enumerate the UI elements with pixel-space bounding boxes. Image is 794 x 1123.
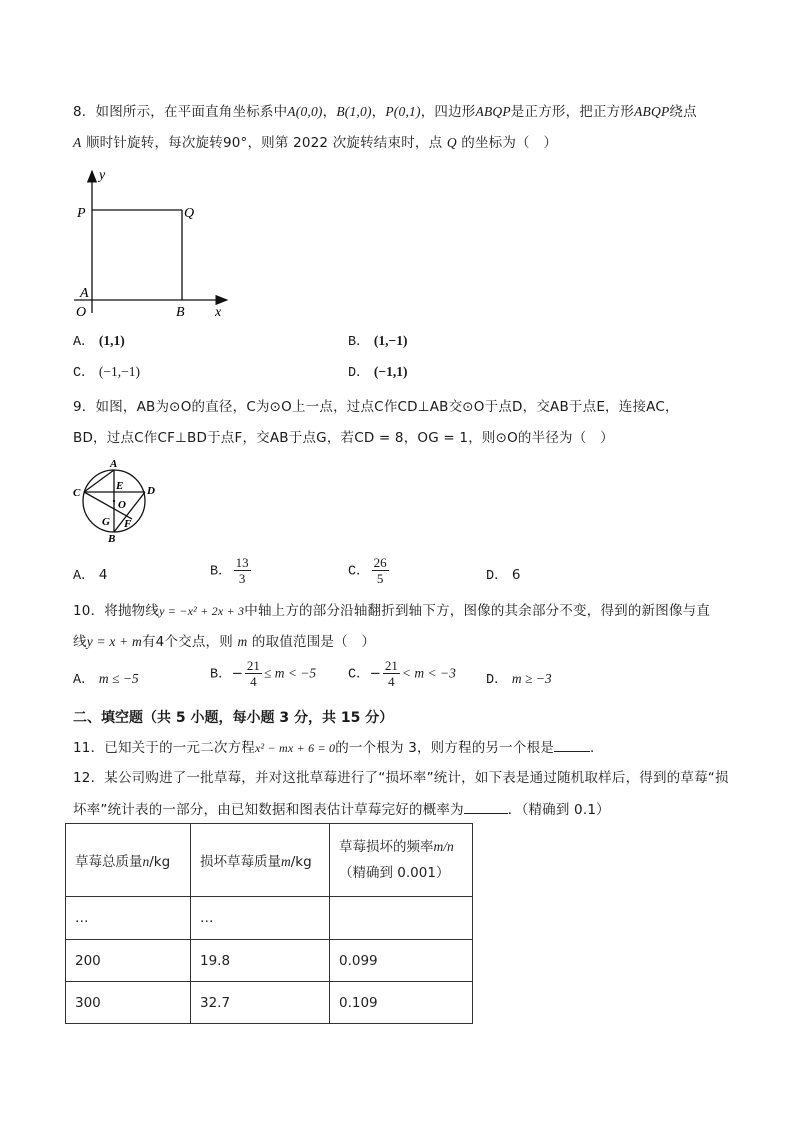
option-value: (−1,1) xyxy=(373,364,408,379)
option-label: B． xyxy=(210,564,232,580)
shape-name: ABQP xyxy=(634,104,670,119)
header-var: m/n xyxy=(433,839,454,854)
q10-option-a[interactable] xyxy=(73,669,139,691)
q9-option-d[interactable] xyxy=(486,565,521,587)
q8-line1: 8．如图所示，在平面直角坐标系中A(0,0)，B(1,0)，P(0,1)，四边形ABQP是正方形，把正方形ABQP绕点 xyxy=(73,104,697,120)
table-cell: … xyxy=(66,897,191,940)
q10-option-b[interactable] xyxy=(210,658,316,689)
inequality: < m < −3 xyxy=(401,665,456,681)
label-p: P xyxy=(77,206,86,221)
table-cell: 0.099 xyxy=(330,940,473,982)
q10-line2 xyxy=(73,632,375,652)
option-label: C． xyxy=(348,564,370,580)
option-value: (1,1) xyxy=(98,333,125,348)
q9-line2: BD，过点C作CF⊥BD于点F，交AB于点G，若CD = 8，OG = 1，则⊙O的半径为（ ） xyxy=(73,430,614,446)
header-text: 草莓总质量 xyxy=(75,854,143,870)
table-header-row xyxy=(66,824,473,897)
q8-option-c[interactable] xyxy=(73,362,140,384)
q10-text: 中轴上方的部分沿轴翻折到轴下方，图像的其余部分不变，得到的新图像与直 xyxy=(244,603,711,619)
fraction xyxy=(234,555,251,586)
q8-text: 是正方形，把正方形 xyxy=(510,104,635,120)
header-var: m xyxy=(281,854,291,869)
label-x: x xyxy=(215,305,222,320)
label-e: E xyxy=(116,480,124,492)
line-equation: y = x + m xyxy=(86,634,142,649)
q9-line1: 9．如图，AB为⊙O的直径，C为⊙O上一点，过点C作CD⊥AB交⊙O于点D，交AB于点E，连接AC， xyxy=(73,399,679,415)
q8-text: ，四边形 xyxy=(420,104,476,120)
q8-text: 绕点 xyxy=(669,104,697,120)
option-label: C． xyxy=(348,667,370,683)
option-value: (−1,−1) xyxy=(98,364,140,379)
q8-text: 的坐标为（ ） xyxy=(456,135,558,151)
header-cell xyxy=(66,824,191,897)
header-note: （精确到 0.001） xyxy=(339,865,450,881)
denominator: 4 xyxy=(250,674,257,689)
shape-name: ABQP xyxy=(475,104,511,119)
header-text: 草莓损坏的频率 xyxy=(339,839,434,855)
option-label: B． xyxy=(348,335,370,350)
header-text: 损坏草莓质量 xyxy=(200,854,281,870)
label-b: B xyxy=(108,533,116,545)
header-unit: /kg xyxy=(290,854,312,870)
option-label: D． xyxy=(486,569,508,584)
label-q: Q xyxy=(184,206,195,221)
table-cell: 32.7 xyxy=(191,982,330,1024)
q9-option-c[interactable] xyxy=(348,555,391,586)
parabola-equation: y = −x² + 2x + 3 xyxy=(159,604,245,618)
q9-option-b[interactable] xyxy=(210,555,253,586)
q11-text: 的一个根为 3，则方程的另一个根是 xyxy=(335,740,554,756)
point-a-coord: A(0,0) xyxy=(287,104,323,119)
q12-line1: 12．某公司购进了一批草莓，并对这批草莓进行了“损坏率”统计，如下表是通过随机取样后，得到的草莓“损 xyxy=(73,770,729,786)
label-o: O xyxy=(76,305,87,320)
label-g: G xyxy=(102,516,110,528)
numerator: 21 xyxy=(246,658,260,673)
point-a: A xyxy=(73,135,82,150)
denominator: 4 xyxy=(388,674,395,689)
q12-line2 xyxy=(73,799,610,820)
table-cell: 300 xyxy=(66,982,191,1024)
minus-sign: − xyxy=(369,665,381,682)
section-heading: 二、填空题（共 5 小题，每小题 3 分，共 15 分） xyxy=(73,710,394,726)
option-value: m ≥ −3 xyxy=(511,671,552,686)
option-label: D． xyxy=(348,366,370,381)
q8-text: 8．如图所示，在平面直角坐标系中 xyxy=(73,104,288,120)
table-cell: 0.109 xyxy=(330,982,473,1024)
answer-blank[interactable] xyxy=(554,737,590,752)
table-row xyxy=(66,940,473,982)
denominator: 3 xyxy=(238,571,246,586)
table-cell: … xyxy=(191,897,330,940)
q10-option-c[interactable] xyxy=(348,658,456,689)
point-b-coord: B(1,0) xyxy=(336,104,372,119)
option-label: A． xyxy=(73,673,95,688)
label-a: A xyxy=(110,458,118,470)
fraction xyxy=(245,658,262,689)
option-label: A． xyxy=(73,569,95,584)
label-d: D xyxy=(147,485,155,497)
q8-option-d[interactable] xyxy=(348,362,407,384)
q10-text: 线 xyxy=(73,634,87,650)
q9-option-a[interactable] xyxy=(73,565,108,587)
numerator: 13 xyxy=(235,555,249,570)
q10-text: 10．将抛物线 xyxy=(73,603,160,619)
fraction xyxy=(372,555,389,586)
fraction xyxy=(383,658,400,689)
quadratic-equation: x² − mx + 6 = 0 xyxy=(254,741,336,755)
label-a: A xyxy=(80,286,89,301)
q8-line2 xyxy=(73,133,557,153)
q8-option-a[interactable] xyxy=(73,331,125,353)
numerator: 21 xyxy=(384,658,398,673)
q12-text: 坏率”统计表的一部分，由已知数据和图表估计草莓完好的概率为 xyxy=(73,802,464,818)
variable-m: m xyxy=(237,634,248,649)
q10-line1 xyxy=(73,601,710,621)
table-row xyxy=(66,982,473,1024)
denominator: 5 xyxy=(376,571,384,586)
option-value: m ≤ −5 xyxy=(98,671,139,686)
q10-text: 有4个交点，则 xyxy=(141,634,233,650)
q8-text: 顺时针旋转，每次旋转90°，则第 2022 次旋转结束时，点 xyxy=(81,135,447,151)
q11-line xyxy=(73,737,604,758)
label-y: y xyxy=(99,168,106,183)
q8-square-figure xyxy=(72,165,242,320)
q12-text: ．（精确到 0.1） xyxy=(507,802,610,818)
point-p-coord: P(0,1) xyxy=(385,104,421,119)
option-value: (1,−1) xyxy=(373,333,408,348)
option-label: D． xyxy=(486,673,508,688)
table-cell xyxy=(330,897,473,940)
q9-circle-figure xyxy=(68,456,168,546)
minus-sign: − xyxy=(231,665,243,682)
q10-option-d[interactable] xyxy=(486,669,552,691)
option-label: A． xyxy=(73,335,95,350)
label-f: F xyxy=(124,518,132,530)
option-label: B． xyxy=(210,667,232,683)
header-cell xyxy=(191,824,330,897)
header-cell xyxy=(330,824,473,897)
answer-blank[interactable] xyxy=(464,799,508,814)
inequality: ≤ m < −5 xyxy=(263,665,317,681)
point-q: Q xyxy=(446,135,457,150)
numerator: 26 xyxy=(373,555,387,570)
option-value: 6 xyxy=(511,567,521,583)
q11-text: ． xyxy=(589,740,604,756)
header-unit: /kg xyxy=(149,854,171,870)
q10-text: 的取值范围是（ ） xyxy=(251,634,376,650)
label-b: B xyxy=(176,305,185,320)
table-cell: 19.8 xyxy=(191,940,330,982)
option-value: 4 xyxy=(98,567,108,583)
q11-text: 11．已知关于的一元二次方程 xyxy=(73,740,255,756)
label-o: O xyxy=(118,499,126,511)
q8-option-b[interactable] xyxy=(348,331,407,353)
header-var: n xyxy=(142,854,150,869)
label-c: C xyxy=(73,487,81,499)
table-row xyxy=(66,897,473,940)
strawberry-table xyxy=(65,823,473,1024)
table-cell: 200 xyxy=(66,940,191,982)
option-label: C． xyxy=(73,366,95,381)
